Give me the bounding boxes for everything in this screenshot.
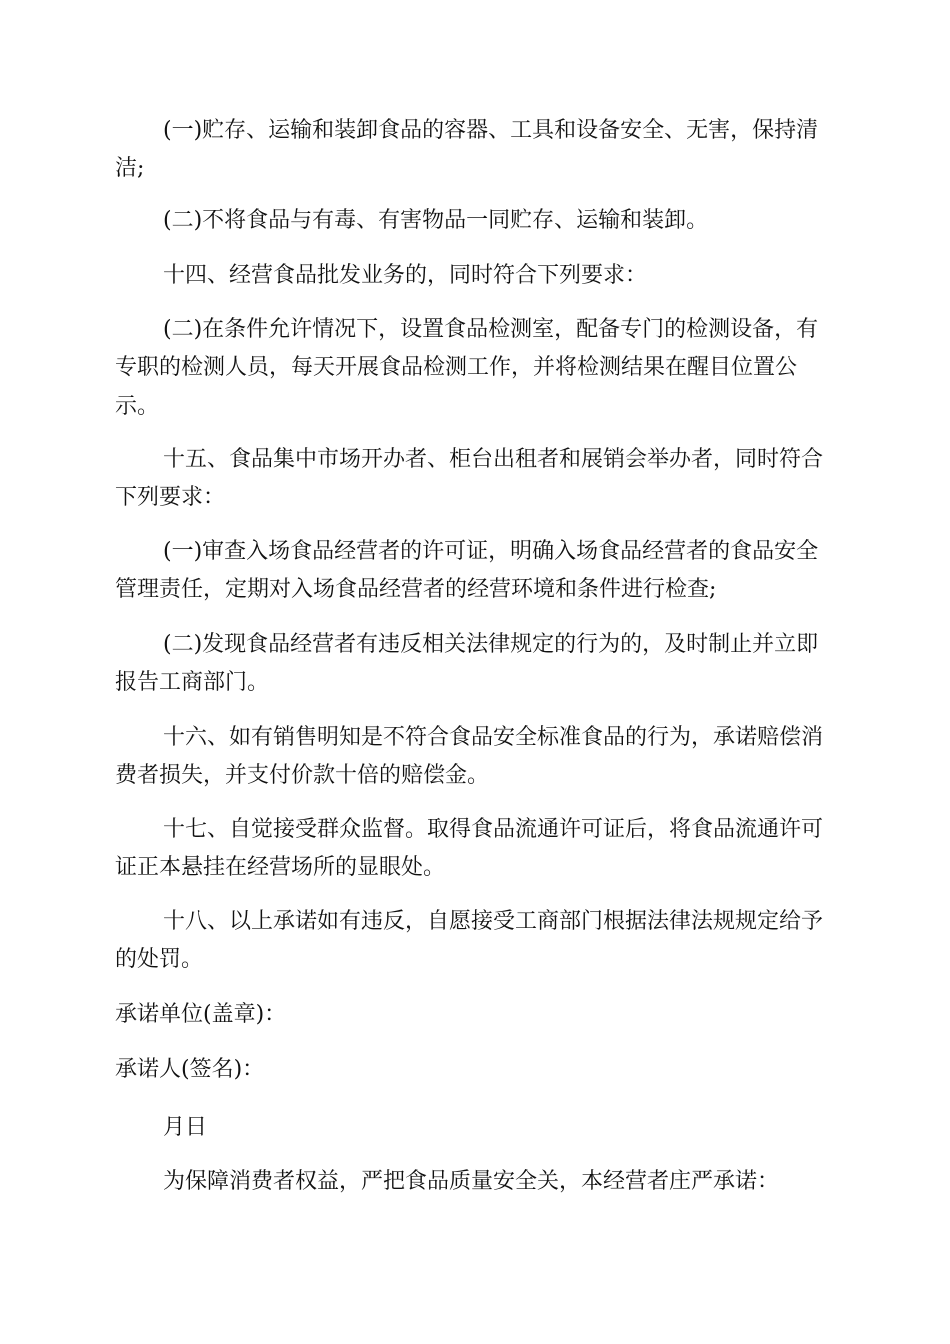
paragraph-line: (一)审查入场食品经营者的许可证，明确入场食品经营者的食品安全: [163, 539, 819, 564]
signature-line-label: 承诺人(签名)：: [115, 1057, 265, 1082]
paragraph-line: 十四、经营食品批发业务的，同时符合下列要求：: [163, 263, 648, 288]
seal-line-label: 承诺单位(盖章)：: [115, 1002, 287, 1027]
paragraph-line: 十六、如有销售明知是不符合食品安全标准食品的行为，承诺赔偿消: [163, 725, 824, 750]
paragraph-line: 证正本悬挂在经营场所的显眼处。: [115, 855, 446, 880]
paragraph-line: 的处罚。: [115, 947, 204, 972]
paragraph-line: 示。: [115, 394, 160, 419]
paragraph-line: 十七、自觉接受群众监督。取得食品流通许可证后，将食品流通许可: [163, 817, 824, 842]
paragraph-line: 十八、以上承诺如有违反，自愿接受工商部门根据法律法规规定给予: [163, 909, 824, 934]
paragraph-line: 为保障消费者权益，严把食品质量安全关，本经营者庄严承诺：: [163, 1169, 780, 1194]
paragraph-line: (二)发现食品经营者有违反相关法律规定的行为的，及时制止并立即: [163, 632, 819, 657]
paragraph-line: (一)贮存、运输和装卸食品的容器、工具和设备安全、无害，保持清: [163, 118, 819, 143]
paragraph-line: 费者损失，并支付价款十倍的赔偿金。: [115, 763, 490, 788]
date-line: 月日: [163, 1115, 208, 1140]
paragraph-line: 专职的检测人员，每天开展食品检测工作，并将检测结果在醒目位置公: [115, 355, 798, 380]
paragraph-line: 洁;: [115, 156, 145, 181]
paragraph-line: 十五、食品集中市场开办者、柜台出租者和展销会举办者，同时符合: [163, 447, 824, 472]
paragraph-line: 管理责任，定期对入场食品经营者的经营环境和条件进行检查;: [115, 577, 717, 602]
paragraph-line: 报告工商部门。: [115, 670, 270, 695]
paragraph-line: (二)不将食品与有毒、有害物品一同贮存、运输和装卸。: [163, 208, 709, 233]
paragraph-line: 下列要求：: [115, 485, 226, 510]
paragraph-line: (二)在条件允许情况下，设置食品检测室，配备专门的检测设备，有: [163, 317, 819, 342]
